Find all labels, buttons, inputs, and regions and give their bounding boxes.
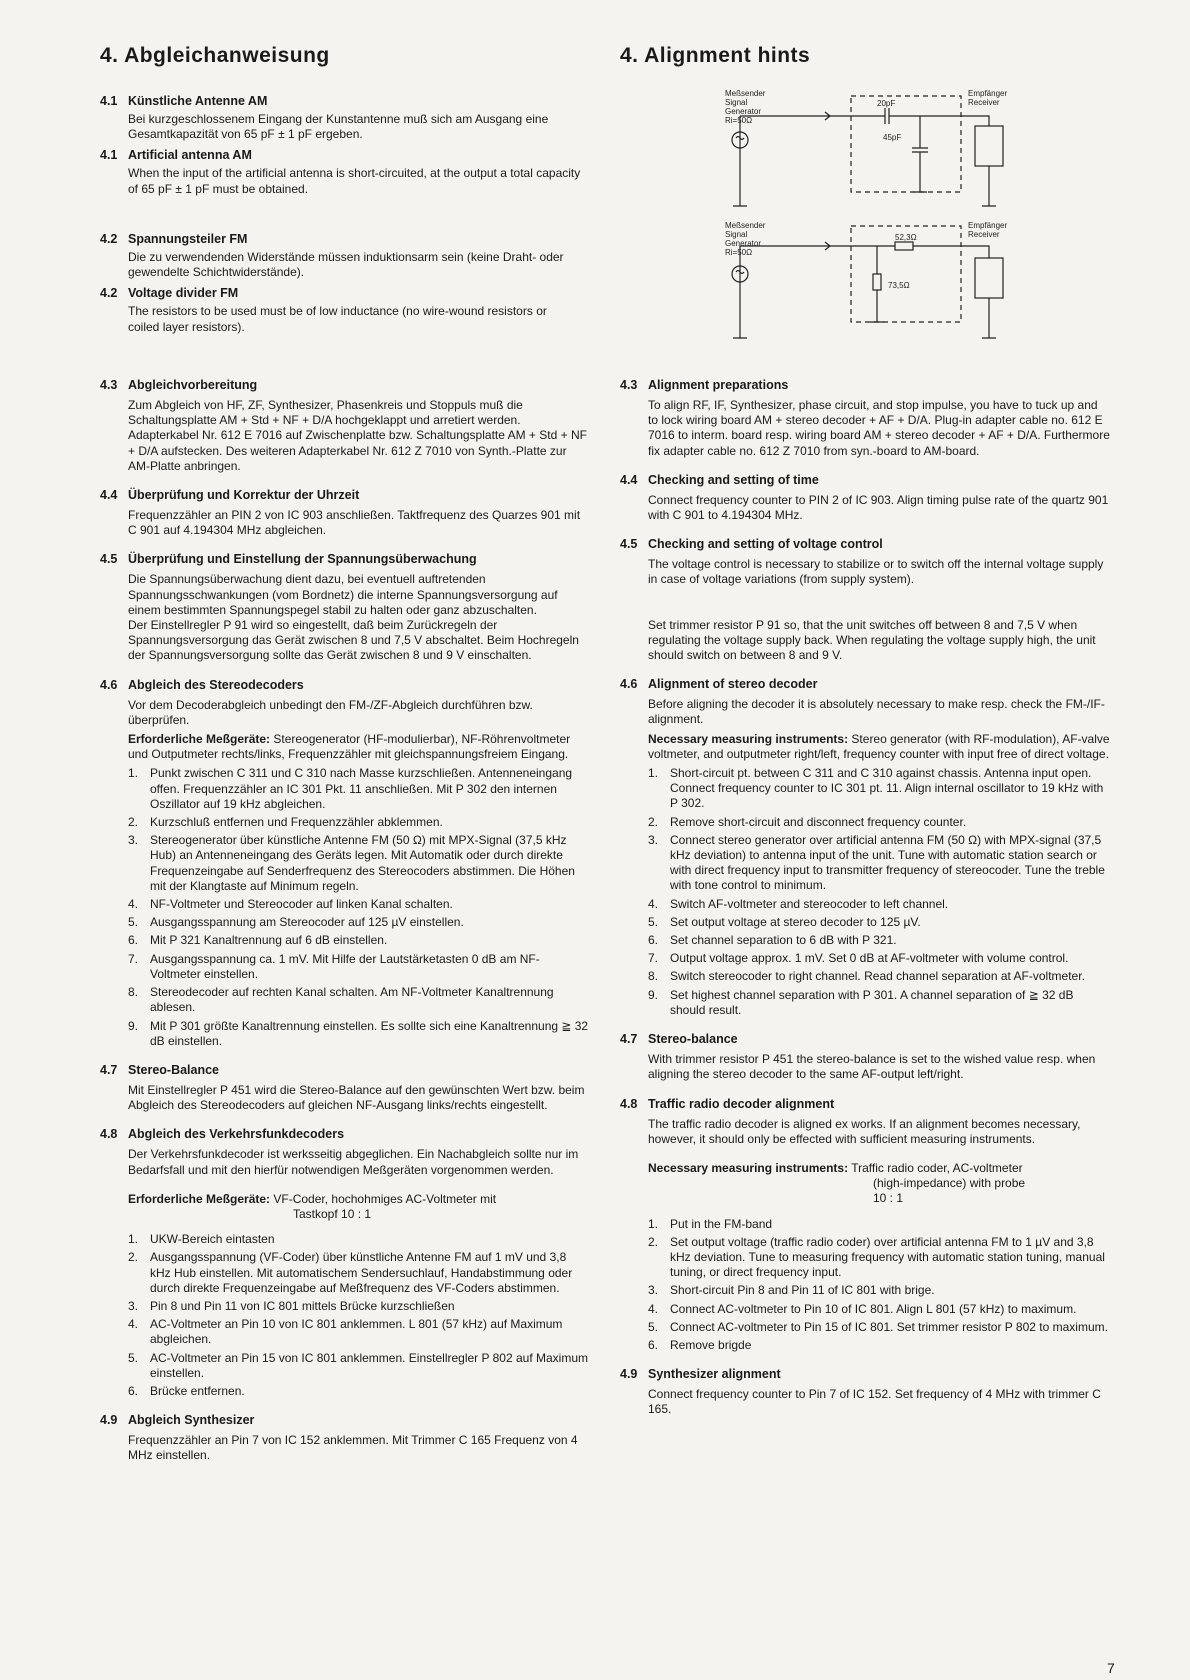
de-s45: 4.5 Überprüfung und Einstellung der Spannungsüberwachung Die Spannungsüberwachung dient dazu, bei eventuell auftretenden Spannungsschwankungen (vom Bordnetz) die interne Spannungsversorgung auf einem bestimmten Spannungspegel stabil zu halten oder ganz abzuschalten. Der Einstellregler P 91 wird so eingestellt, daß beim Zurückregeln der Spannungsversorgung das Gerät zwischen 8 und 7,5 V abschaltet. Beim Hochregeln der Spannungsversorgung sollte das Gerät zwischen 8 und 9 V einschalten.: [100, 552, 590, 663]
en-s48-step-4: [648, 1302, 1110, 1317]
de-s47: 4.7 Stereo-Balance Mit Einstellregler P 451 wird die Stereo-Balance auf den gewünschten Wert bzw. beim Abgleich des Stereodecoders auf gleichen NF-Ausgang links/rechts eingestellt.: [100, 1063, 590, 1113]
de-s49: 4.9 Abgleich Synthesizer Frequenzzähler an Pin 7 von IC 152 anklemmen. Mit Trimmer C 165 Frequenz von 4 MHz einstellen.: [100, 1413, 590, 1463]
en-s49: 4.9 Synthesizer alignment Connect frequency counter to Pin 7 of IC 152. Set frequency of 4 MHz with trimmer C 165.: [620, 1367, 1110, 1417]
de-s46-steps: [100, 766, 590, 1048]
step-number: 2.: [648, 814, 659, 829]
step-number: 5.: [128, 915, 139, 930]
step-number: 1.: [648, 766, 659, 781]
step-text: UKW-Bereich eintasten: [150, 1232, 275, 1247]
de-s48-steps: [100, 1232, 590, 1399]
s41-en-heading: 4.1 Artificial antenna AM: [100, 148, 252, 163]
d1-ground-symbols: [733, 192, 996, 206]
step-number: 4.: [128, 897, 139, 912]
de-s46-step-1: [128, 766, 590, 812]
de-s49-body: Frequenzzähler an Pin 7 von IC 152 anklemmen. Mit Trimmer C 165 Frequenz von 4 MHz einstellen.: [128, 1433, 578, 1463]
de-s48-step-2: [128, 1250, 590, 1296]
en-s46-step-7: [648, 951, 1110, 966]
step-number: 1.: [128, 766, 139, 781]
step-number: 6.: [128, 933, 139, 948]
step-number: 6.: [648, 1337, 659, 1352]
step-text: Mit P 321 Kanaltrennung auf 6 dB einstellen.: [150, 933, 388, 948]
en-s48-body: The traffic radio decoder is aligned ex works. If an alignment becomes necessary, however, it should only be effected with sufficient measuring instruments.: [648, 1116, 1081, 1146]
step-text: Set output voltage (traffic radio coder) over artificial antenna FM to 1 µV and 3,8 kHz deviation. Tune to measuring frequency with automatic station tuning, manual tuning, or direct frequency input.: [670, 1234, 1105, 1280]
de-s46-step-2: [128, 815, 590, 830]
step-text: Set channel separation to 6 dB with P 321.: [670, 933, 897, 948]
d1-capacitor-shunt: [912, 116, 928, 192]
en-s48-steps: [620, 1217, 1110, 1354]
step-number: 2.: [128, 1250, 139, 1265]
step-text: Output voltage approx. 1 mV. Set 0 dB at AF-voltmeter with volume control.: [670, 951, 1069, 966]
de-s46: 4.6 Abgleich des Stereodecoders Vor dem Decoderabgleich unbedingt den FM-/ZF-Abgleich durchführen bzw. überprüfen. Erforderliche Meßgeräte: Stereogenerator (HF-modulierbar), NF-Röhrenvoltmeter und Outputmeter rechts/links, Frequenzzähler mit gleichspannungsfreiem Eingang. 1. Punkt zwischen C 311 und C 310 nach Masse kurzschließen. Antenneneingang offen. Frequenzzähler an IC 301 Pkt. 11 anschließen. Mit P 302 den internen Oszillator auf 19 kHz abgleichen. 2. Kurzschluß entfernen und Frequenzzähler abklemmen. 3. Stereogenerator über künstliche Antenne FM (50 Ω) mit MPX-Signal (37,5 kHz Hub) an Antenneneingang des Geräts legen. Mit Automatik oder durch direkte Frequenzeingabe auf Senderfrequenz des Stereocoders abstimmen. Die Höhen mit der Klangtaste auf Minimum regeln. 4. NF-Voltmeter und Stereocoder auf linken Kanal schalten. 5. Ausgangsspannung am Stereocoder auf 125 µV einstellen. 6. Mit P 321 Kanaltrennung auf 6 dB einstellen. 7. Ausgangsspannung ca. 1 mV. Mit Hilfe der Lautstärketasten 0 dB am NF-Voltmeter einstellen. 8. Stereodecoder auf rechten Kanal schalten. Am NF-Voltmeter Kanaltrennung ablesen. 9. Mit P 301 größte Kanaltrennung einstellen. Es sollte sich eine Kanaltrennung ≧ 32 dB einstellen.: [100, 677, 589, 1048]
en-s46: 4.6 Alignment of stereo decoder Before aligning the decoder it is absolutely necessary to make resp. check the FM-/IF-alignment. Necessary measuring instruments: Stereo generator (with RF-modulation), AF-valve voltmeter, and outputmeter right/left, frequency counter with input free of direct voltage. 1. Short-circuit pt. between C 311 and C 310 against chassis. Antenna input open. Connect frequency counter to IC 301 pt. 11. Align internal oscillator to 19 kHz with P 302. 2. Remove short-circuit and disconnect frequency counter. 3. Connect stereo generator over artificial antenna FM (50 Ω) with MPX-signal (37,5 kHz deviation) to antenna input of the unit. Tune with automatic station search or with direct frequency input to transmitter frequency of stereocoder. Tune the treble with tone control to minimum. 4. Switch AF-voltmeter and stereocoder to left channel. 5. Set output voltage at stereo decoder to 125 µV. 6. Set channel separation to 6 dB with P 321. 7. Output voltage approx. 1 mV. Set 0 dB at AF-voltmeter with volume control. 8. Switch stereocoder to right channel. Read channel separation at AF-voltmeter. 9. Set highest channel separation with P 301. A channel separation of ≧ 32 dB should result.: [620, 677, 1110, 1017]
s41-de-heading: 4.1 Künstliche Antenne AM: [100, 94, 268, 108]
step-number: 2.: [648, 1234, 659, 1249]
column-en: [620, 378, 1110, 1424]
step-text: Set highest channel separation with P 301. A channel separation of ≧ 32 dB should result.: [670, 987, 1074, 1017]
step-number: 1.: [648, 1216, 659, 1231]
step-text: Remove short-circuit and disconnect frequency counter.: [670, 814, 967, 829]
s41-en-body: When the input of the artificial antenna is short-circuited, at the output a total capacity of 65 pF ± 1 pF must be obtained.: [128, 166, 581, 196]
step-text: Ausgangsspannung am Stereocoder auf 125 µV einstellen.: [150, 915, 464, 930]
de-s44-title: Überprüfung und Korrektur der Uhrzeit: [128, 488, 360, 503]
de-s46-step-6: [128, 933, 590, 948]
en-s44-title: Checking and setting of time: [648, 472, 819, 487]
d1-gen-label-2: Signal: [725, 98, 748, 107]
s42-en-body: The resistors to be used must be of low inductance (no wire-wound resistors or coiled layer resistors).: [128, 304, 547, 334]
d1-gen-label-3: Generator: [725, 107, 762, 116]
step-text: Switch stereocoder to right channel. Read channel separation at AF-voltmeter.: [670, 969, 1085, 984]
de-s49-title: Abgleich Synthesizer: [128, 1413, 255, 1428]
de-s46-step-3: [128, 833, 590, 894]
step-text: AC-Voltmeter an Pin 15 von IC 801 anklemmen. Einstellregler P 802 auf Maximum einstellen.: [150, 1350, 588, 1380]
de-s46-step-5: [128, 915, 590, 930]
d2-gen-label-4: Ri=50Ω: [725, 248, 753, 257]
en-s46-steps: [620, 766, 1110, 1018]
de-s44-body: Frequenzzähler an PIN 2 von IC 903 anschließen. Taktfrequenz des Quarzes 901 mit C 901 auf 4.194304 MHz abgleichen.: [128, 508, 581, 538]
en-s46-step-1: [648, 766, 1110, 812]
en-s48-step-5: [648, 1320, 1110, 1335]
step-text: Punkt zwischen C 311 und C 310 nach Masse kurzschließen. Antenneneingang offen. Frequenzzähler an IC 301 Pkt. 11 anschließen. Mit P 302 den internen Oszillator auf 19 kHz abgleichen.: [150, 766, 573, 811]
en-s47: 4.7 Stereo-balance With trimmer resistor P 451 the stereo-balance is set to the wished value resp. when aligning the stereo decoder to the same AF-output left/right.: [620, 1032, 1110, 1082]
de-s43-body: Zum Abgleich von HF, ZF, Synthesizer, Phasenkreis und Stoppuls muß die Schaltungsplatte AM + Std + NF + D/A hochgeklappt und arretiert werden. Adapterkabel Nr. 612 E 7016 auf Zwischenplatte bzw. Schaltungsplatte AM + Std + NF + D/A aufstecken. Des weiteren Adapterkabel Nr. 612 Z 7010 von Synth.-Platte zur AM-Platte anbringen.: [128, 398, 587, 473]
d2-rcv-label-2: Receiver: [968, 230, 1000, 239]
de-s46-step-7: [128, 952, 590, 982]
en-s48-title: Traffic radio decoder alignment: [648, 1096, 835, 1111]
en-s48-requirements: Necessary measuring instruments: Traffic radio coder, AC-voltmeter (high-impedance) with probe 10 : 1: [648, 1160, 1026, 1206]
de-s43-title: Abgleichvorbereitung: [128, 378, 258, 392]
step-number: 8.: [128, 985, 139, 1000]
d1-receiver-wire: [970, 116, 989, 206]
step-text: Stereodecoder auf rechten Kanal schalten. Am NF-Voltmeter Kanaltrennung ablesen.: [150, 985, 554, 1015]
en-s48-step-6: [648, 1338, 1110, 1353]
step-text: AC-Voltmeter an Pin 10 von IC 801 anklemmen. L 801 (57 kHz) auf Maximum abgleichen.: [150, 1317, 563, 1347]
step-text: Remove brigde: [670, 1337, 752, 1352]
d1-gen-label-4: Ri=50Ω: [725, 116, 753, 125]
en-s46-body: Before aligning the decoder it is absolutely necessary to make resp. check the FM-/IF-alignment.: [648, 697, 1105, 727]
en-s49-body: Connect frequency counter to Pin 7 of IC 152. Set frequency of 4 MHz with trimmer C 165.: [648, 1387, 1101, 1417]
d2-r1-label: 52,3Ω: [895, 233, 917, 242]
de-s46-requirements: Erforderliche Meßgeräte: Stereogenerator (HF-modulierbar), NF-Röhrenvoltmeter und Outputmeter rechts/links, Frequenzzähler mit gleichspannungsfreiem Eingang.: [128, 732, 571, 762]
step-number: 4.: [648, 896, 659, 911]
d1-gen-label-1: Meßsender: [725, 89, 766, 98]
step-number: 2.: [128, 815, 139, 830]
de-s46-title: Abgleich des Stereodecoders: [128, 677, 304, 692]
de-s47-title: Stereo-Balance: [128, 1062, 220, 1077]
step-text: Connect stereo generator over artificial antenna FM (50 Ω) with MPX-signal (37,5 kHz deviation) to antenna input of the unit. Tune with automatic station search or with direct frequency input to transmitter frequency of stereocoder. Tune the treble with tone control to minimum.: [670, 832, 1105, 893]
step-number: 4.: [648, 1301, 659, 1316]
step-text: Short-circuit Pin 8 and Pin 11 of IC 801 with brige.: [670, 1283, 935, 1298]
en-s46-step-8: [648, 969, 1110, 984]
de-s48-body: Der Verkehrsfunkdecoder ist werksseitig abgeglichen. Ein Nachabgleich sollte nur im Bedarfsfall und mit den hierfür notwendigen Meßgeräten vorgenommen werden.: [128, 1147, 579, 1177]
en-s44: 4.4 Checking and setting of time Connect frequency counter to PIN 2 of IC 903. Align timing pulse rate of the quartz 901 with C 901 to 4.194304 MHz.: [620, 472, 1109, 523]
en-s45-body1: The voltage control is necessary to stabilize or to switch off the internal voltage supply in case of voltage variations (from supply system).: [648, 557, 1104, 587]
en-s46-title: Alignment of stereo decoder: [648, 677, 818, 692]
column-de: [100, 378, 590, 1470]
step-number: 7.: [128, 951, 139, 966]
d1-rcv-label-2: Receiver: [968, 98, 1000, 107]
en-s45: 4.5 Checking and setting of voltage control The voltage control is necessary to stabilize or to switch off the internal voltage supply in case of voltage variations (from supply system). Set trimmer resistor P 91 so, that the unit switches off between 8 and 7,5 V when regulating the voltage supply back. When regulating the voltage supply high, the unit should switch on between 8 and 9 V.: [620, 537, 1110, 663]
step-number: 5.: [128, 1350, 139, 1365]
d2-gen-label-1: Meßsender: [725, 221, 766, 230]
step-text: Switch AF-voltmeter and stereocoder to left channel.: [670, 896, 949, 911]
de-s46-body: Vor dem Decoderabgleich unbedingt den FM-/ZF-Abgleich durchführen bzw. überprüfen.: [128, 697, 533, 727]
title-de: 4. Abgleichanweisung: [100, 44, 330, 67]
en-s48-step-1: [648, 1217, 1110, 1232]
d1-c1-label: 20pF: [877, 99, 896, 108]
d2-ground-symbols: [733, 322, 996, 338]
fm-divider-diagram: [725, 218, 1025, 350]
d1-rcv-label-1: Empfänger: [968, 89, 1008, 98]
en-s48-step-3: [648, 1283, 1110, 1298]
step-number: 9.: [648, 987, 659, 1002]
step-text: Mit P 301 größte Kanaltrennung einstellen. Es sollte sich eine Kanaltrennung ≧ 32 dB einstellen.: [150, 1018, 589, 1048]
en-s43-body: To align RF, IF, Synthesizer, phase circuit, and stop impulse, you have to tuck up and to lock wiring board AM + stereo decoder + AF + D/A. Plug-in adapter cable no. 612 E 7016 to interm. board resp. wiring board AM + stereo decoder + AF + D/A. Furthermore fix adapter cable no. 612 Z 7010 from syn.-board to AM-board.: [648, 398, 1110, 458]
step-text: Connect AC-voltmeter to Pin 10 of IC 801. Align L 801 (57 kHz) to maximum.: [670, 1301, 1077, 1316]
en-s48-step-2: [648, 1235, 1110, 1281]
de-s43: 4.3 Abgleichvorbereitung Zum Abgleich von HF, ZF, Synthesizer, Phasenkreis und Stoppuls muß die Schaltungsplatte AM + Std + NF + D/A hochgeklappt und arretiert werden. Adapterkabel Nr. 612 E 7016 auf Zwischenplatte bzw. Schaltungsplatte AM + Std + NF + D/A aufstecken. Des weiteren Adapterkabel Nr. 612 Z 7010 von Synth.-Platte zur AM-Platte anbringen.: [100, 378, 590, 474]
en-s46-step-9: [648, 988, 1110, 1018]
step-number: 7.: [648, 951, 659, 966]
en-s46-step-2: [648, 815, 1110, 830]
en-s46-step-4: [648, 897, 1110, 912]
page-number: 7: [1107, 1660, 1115, 1676]
step-number: 5.: [648, 914, 659, 929]
step-text: Connect AC-voltmeter to Pin 15 of IC 801. Set trimmer resistor P 802 to maximum.: [670, 1319, 1108, 1334]
step-text: Brücke entfernen.: [150, 1383, 245, 1398]
d2-shunt-resistor: [873, 274, 881, 290]
en-s48: 4.8 Traffic radio decoder alignment The traffic radio decoder is aligned ex works. If an alignment becomes necessary, however, it should only be effected with sufficient measuring instruments. Necessary measuring instruments: Traffic radio coder, AC-voltmeter (high-impedance) with probe 10 : 1 1. Put in the FM-band 2. Set output voltage (traffic radio coder) over artificial antenna FM to 1 µV and 3,8 kHz deviation. Tune to measuring frequency with automatic station tuning, manual tuning, or direct frequency input. 3. Short-circuit Pin 8 and Pin 11 of IC 801 with brige. 4. Connect AC-voltmeter to Pin 10 of IC 801. Align L 801 (57 kHz) to maximum. 5. Connect AC-voltmeter to Pin 15 of IC 801. Set trimmer resistor P 802 to maximum. 6. Remove brigde: [620, 1097, 1110, 1354]
am-antenna-diagram: [725, 88, 1025, 213]
en-s46-step-3: [648, 833, 1110, 894]
d2-receiver-wire: [970, 246, 989, 338]
de-s48-step-4: [128, 1317, 590, 1347]
d1-receiver-box: [975, 126, 1003, 166]
d2-series-resistor: [895, 242, 913, 250]
step-number: 1.: [128, 1232, 139, 1247]
d2-rcv-label-1: Empfänger: [968, 221, 1008, 230]
de-s48-step-1: [128, 1232, 590, 1247]
de-s48-title: Abgleich des Verkehrsfunkdecoders: [128, 1127, 345, 1142]
step-number: 5.: [648, 1319, 659, 1334]
de-s46-step-8: [128, 985, 590, 1015]
step-text: Kurzschluß entfernen und Frequenzzähler abklemmen.: [150, 815, 443, 830]
de-s48-step-3: [128, 1299, 590, 1314]
de-s48: 4.8 Abgleich des Verkehrsfunkdecoders Der Verkehrsfunkdecoder ist werksseitig abgeglichen. Ein Nachabgleich sollte nur im Bedarfsfall und mit den hierfür notwendigen Meßgeräten vorgenommen werden. Erforderliche Meßgeräte: VF-Coder, hochohmiges AC-Voltmeter mit Tastkopf 10 : 1 1. UKW-Bereich eintasten 2. Ausgangsspannung (VF-Coder) über künstliche Antenne FM auf 1 mV und 3,8 kHz Hub einstellen. Mit automatischem Sendersuchlauf, Handabstimmung oder durch direkte Frequenzeingabe auf Meßfrequenz des VF-Coders abstimmen. 3. Pin 8 und Pin 11 von IC 801 mittels Brücke kurzschließen 4. AC-Voltmeter an Pin 10 von IC 801 anklemmen. L 801 (57 kHz) auf Maximum abgleichen. 5. AC-Voltmeter an Pin 15 von IC 801 anklemmen. Einstellregler P 802 auf Maximum einstellen. 6. Brücke entfernen.: [100, 1127, 588, 1398]
step-number: 4.: [128, 1317, 139, 1332]
en-s45-body2: Set trimmer resistor P 91 so, that the unit switches off between 8 and 7,5 V when regulating the voltage supply back. When regulating the voltage supply high, the unit should switch on between 8 and 9 V.: [648, 617, 1096, 663]
top-sections: [100, 94, 600, 197]
step-text: Ausgangsspannung (VF-Coder) über künstliche Antenne FM auf 1 mV und 3,8 kHz Hub einstellen. Mit automatischem Sendersuchlauf, Handabstimmung oder durch direkte Frequenzeingabe auf Meßfrequenz des VF-Coders abstimmen.: [150, 1250, 573, 1295]
en-s45-title: Checking and setting of voltage control: [648, 537, 883, 552]
de-s45-body2: Der Einstellregler P 91 wird so eingestellt, daß beim Zurückregeln der Spannungsversorgung das Gerät zwischen 8 und 7,5 V abschaltet. Beim Hochregeln der Spannungsversorgung sollte das Gerät zwischen 8 und 9 V einschalten.: [128, 618, 579, 663]
step-number: 6.: [128, 1383, 139, 1398]
en-s44-body: Connect frequency counter to PIN 2 of IC 903. Align timing pulse rate of the quartz 901 with C 901 to 4.194304 MHz.: [648, 492, 1109, 523]
step-number: 3.: [128, 1298, 139, 1313]
step-text: Set output voltage at stereo decoder to 125 µV.: [670, 914, 921, 929]
top-sections-2: [100, 232, 600, 335]
s42-de-body: Die zu verwendenden Widerstände müssen induktionsarm sein (keine Draht- oder gewendelte Schichtwiderstände).: [128, 250, 564, 280]
de-s46-step-9: [128, 1019, 590, 1049]
de-s47-body: Mit Einstellregler P 451 wird die Stereo-Balance auf den gewünschten Wert bzw. beim Abgleich des Stereodecoders auf gleichen NF-Ausgang links/rechts eingestellt.: [128, 1082, 585, 1113]
d2-gen-label-3: Generator: [725, 239, 762, 248]
en-s47-body: With trimmer resistor P 451 the stereo-balance is set to the wished value resp. when aligning the stereo decoder to the same AF-output left/right.: [648, 1052, 1096, 1082]
step-text: Ausgangsspannung ca. 1 mV. Mit Hilfe der Lautstärketasten 0 dB am NF-Voltmeter einstellen.: [150, 951, 540, 981]
title-en: 4. Alignment hints: [620, 44, 811, 67]
s42-en-heading: 4.2 Voltage divider FM: [100, 286, 239, 301]
en-s46-step-5: [648, 915, 1110, 930]
d2-receiver-box: [975, 258, 1003, 298]
en-s46-requirements: Necessary measuring instruments: Stereo generator (with RF-modulation), AF-valve voltmeter, and outputmeter right/left, frequency counter with input free of direct voltage.: [648, 731, 1110, 761]
step-text: Pin 8 und Pin 11 von IC 801 mittels Brücke kurzschließen: [150, 1298, 455, 1313]
step-text: Short-circuit pt. between C 311 and C 310 against chassis. Antenna input open. Connect frequency counter to IC 301 pt. 11. Align internal oscillator to 19 kHz with P 302.: [670, 766, 1104, 811]
en-s43-title: Alignment preparations: [648, 378, 789, 392]
d2-gen-label-2: Signal: [725, 230, 748, 239]
step-number: 8.: [648, 969, 659, 984]
en-s47-title: Stereo-balance: [648, 1032, 738, 1047]
step-text: Put in the FM-band: [670, 1216, 773, 1231]
en-s46-step-6: [648, 933, 1110, 948]
step-number: 3.: [648, 1283, 659, 1298]
d1-c2-label: 45pF: [883, 133, 902, 142]
step-text: Stereogenerator über künstliche Antenne FM (50 Ω) mit MPX-Signal (37,5 kHz Hub) an Antenneneingang des Geräts legen. Mit Automatik oder durch direkte Frequenzeingabe auf Senderfrequenz des Stereocoders abstimmen. Die Höhen mit der Klangtaste auf Minimum regeln.: [150, 833, 575, 893]
step-number: 3.: [648, 832, 659, 847]
de-s45-title: Überprüfung und Einstellung der Spannungsüberwachung: [128, 552, 477, 567]
en-s49-title: Synthesizer alignment: [648, 1367, 781, 1382]
step-number: 3.: [128, 833, 139, 848]
en-s43: 4.3 Alignment preparations To align RF, IF, Synthesizer, phase circuit, and stop impulse, you have to tuck up and to lock wiring board AM + stereo decoder + AF + D/A. Plug-in adapter cable no. 612 E 7016 to interm. board resp. wiring board AM + stereo decoder + AF + D/A. Furthermore fix adapter cable no. 612 Z 7010 from syn.-board to AM-board.: [620, 378, 1110, 458]
de-s48-step-5: [128, 1351, 590, 1381]
d2-r2-label: 73,5Ω: [888, 281, 910, 290]
de-s48-requirements: Erforderliche Meßgeräte: VF-Coder, hochohmiges AC-Voltmeter mit Tastkopf 10 : 1: [128, 1191, 497, 1221]
s42-de-heading: 4.2 Spannungsteiler FM: [100, 232, 248, 246]
de-s45-body1: Die Spannungsüberwachung dient dazu, bei eventuell auftretenden Spannungsschwankungen (vom Bordnetz) die interne Spannungsversorgung auf einem bestimmten Spannungspegel stabil zu halten oder ganz abzuschalten.: [128, 572, 558, 617]
de-s46-step-4: [128, 897, 590, 912]
step-number: 9.: [128, 1018, 139, 1033]
s41-de-body: Bei kurzgeschlossenem Eingang der Kunstantenne muß sich am Ausgang eine Gesamtkapazität von 65 pF ± 1 pF ergeben.: [128, 112, 549, 142]
step-number: 6.: [648, 933, 659, 948]
de-s48-step-6: [128, 1384, 590, 1399]
de-s44: 4.4 Überprüfung und Korrektur der Uhrzeit Frequenzzähler an PIN 2 von IC 903 anschließen. Taktfrequenz des Quarzes 901 mit C 901 auf 4.194304 MHz abgleichen.: [100, 488, 590, 538]
step-text: NF-Voltmeter und Stereocoder auf linken Kanal schalten.: [150, 897, 453, 912]
d1-antenna-box: [851, 96, 961, 192]
